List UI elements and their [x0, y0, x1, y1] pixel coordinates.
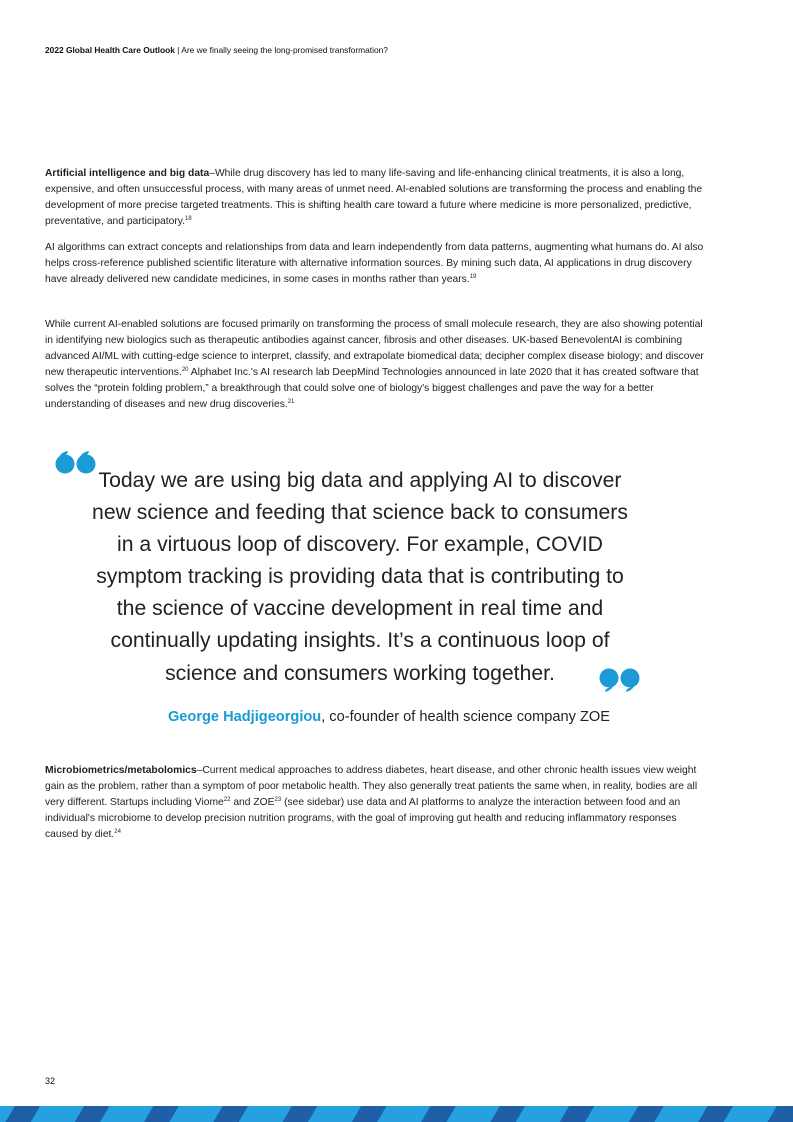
- paragraph-text: –Current medical approaches to address diabetes, heart disease, and other chronic health issues view weight gain as the problem, rather than a symptom of poor metabolic health. They also generally treat patients the same when, in reality, bodies are all very different. Startups including Viome: [45, 765, 698, 809]
- ai-biologics-paragraph: [45, 317, 705, 414]
- footnote-ref[interactable]: 22: [223, 797, 231, 804]
- paragraph-text: and ZOE: [230, 797, 275, 809]
- footnote-ref[interactable]: 23: [274, 797, 282, 804]
- header-separator: |: [174, 45, 182, 55]
- paragraph-text: Alphabet Inc.'s AI research lab DeepMind Technologies announced in late 2020 that it has created software that solves the “protein folding problem,” a breakthrough that could solve one of biology's biggest challenges and pave the way for a better understanding of diseases and new drug discoveries.: [45, 367, 699, 411]
- ai-algorithms-paragraph: [45, 240, 705, 288]
- section-heading-ai: Artificial intelligence and big data: [45, 168, 210, 179]
- running-header: [45, 44, 745, 56]
- footnote-ref[interactable]: 21: [287, 399, 295, 406]
- footnote-ref[interactable]: 20: [181, 367, 189, 374]
- pull-quote: Today we are using big data and applying AI to discover new science and feeding that science back to consumers in a virtuous loop of discovery. For example, COVID symptom tracking is providing data that is contributing to the science of vaccine development in real time and continually updating insights. It’s a continuous loop of science and consumers working together.: [92, 469, 628, 685]
- footnote-ref[interactable]: 18: [185, 216, 192, 223]
- quote-author: George Hadjigeorgiou: [167, 709, 322, 725]
- footnote-ref[interactable]: 24: [114, 829, 121, 836]
- microbiometrics-paragraph: [45, 763, 705, 843]
- quote-attribution: [60, 707, 610, 727]
- footnote-ref[interactable]: 19: [469, 274, 477, 281]
- paragraph-text: While current AI-enabled solutions are focused primarily on transforming the process of small molecule research, they are also showing potential in identifying new biologics such as therapeutic antibodies against cancer, fibrosis and other diseases. UK-based BenevolentAI is combining advanced AI/ML with cutting-edge science to interpret, classify, and extrapolate biomedical data; decipher complex disease biology; and discover new therapeutic interventions.: [45, 319, 704, 379]
- paragraph-text: –While drug discovery has led to many life-saving and life-enhancing clinical treatments, it is also a long, expensive, and often unsuccessful process, with many areas of unmet need. AI-enabled solutions are transforming the process and enabling the development of more precise targeted treatments. This is shifting health care toward a future where medicine is more personalized, predictive, preventative, and participatory.: [45, 168, 703, 228]
- paragraph-text: (see sidebar) use data and AI platforms to analyze the interaction between food and an individual's microbiome to develop precision nutrition programs, with the goal of improving gut health and reducing inflammatory responses caused by diet.: [45, 797, 681, 841]
- ai-big-data-paragraph: [45, 166, 705, 230]
- paragraph-text: AI algorithms can extract concepts and relationships from data and learn independently from data patterns, augmenting what humans do. AI also helps cross-reference published scientific literature with alternative information sources. By mining such data, AI applications in drug discovery have already delivered new candidate medicines, in some cases in months rather than years.: [45, 242, 704, 286]
- section-heading-microbiometrics: Microbiometrics/metabolomics: [45, 765, 197, 776]
- close-quote-icon: [598, 668, 642, 692]
- report-title: 2022 Global Health Care Outlook: [45, 45, 175, 55]
- page-number: 32: [45, 1076, 56, 1086]
- report-subtitle: Are we finally seeing the long-promised transformation?: [181, 45, 388, 55]
- footer-stripe: [0, 1106, 793, 1122]
- quote-author-role: , co-founder of health science company ZOE: [321, 709, 610, 725]
